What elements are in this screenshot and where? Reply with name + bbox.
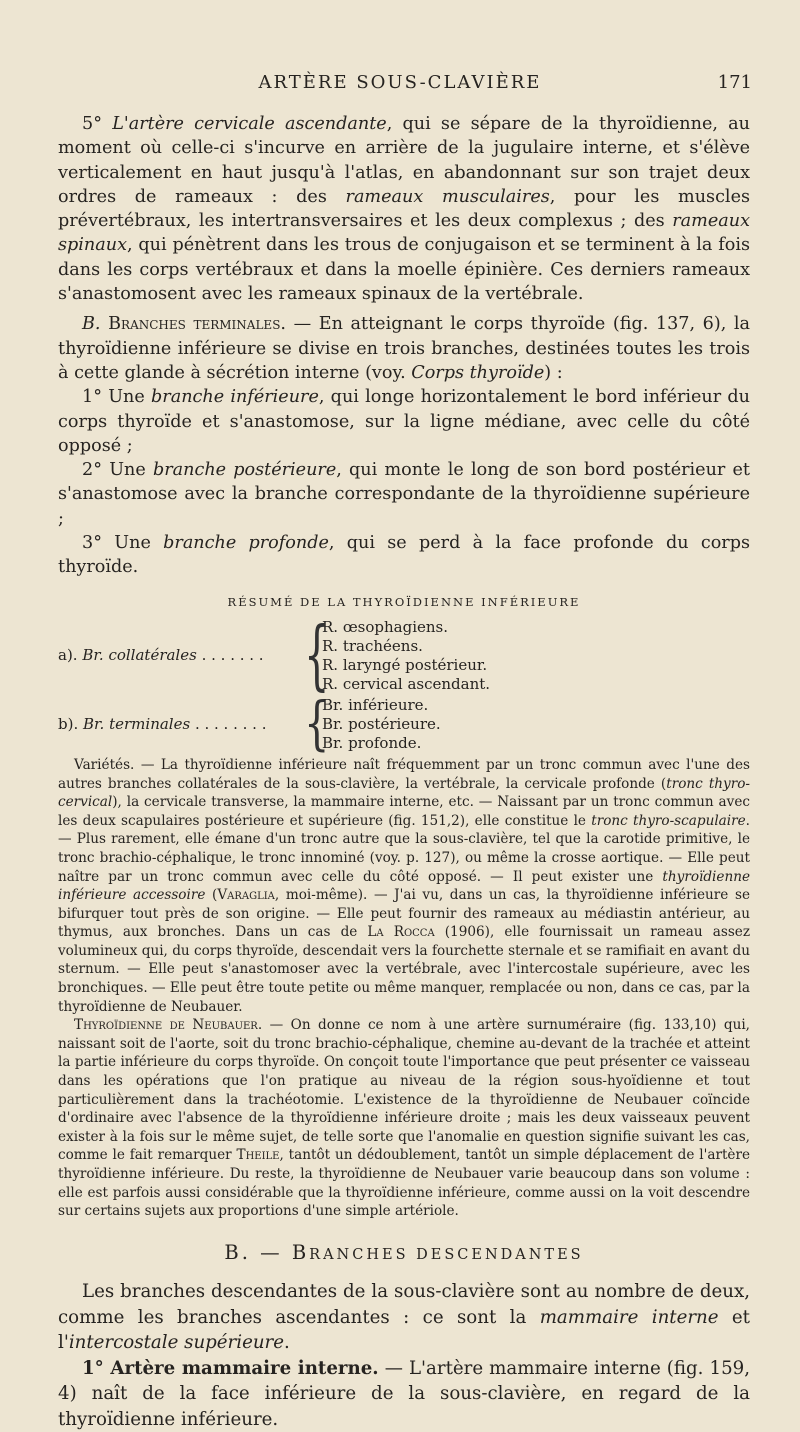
term-cervicale-ascendante: L'artère cervicale ascendante: [112, 114, 387, 134]
summary-group-label: b). Br. terminales . . . . . . . .: [58, 714, 267, 733]
brace-icon: {: [304, 612, 330, 700]
paragraph-varietes: [58, 756, 750, 1016]
term-intercostale-superieure: intercostale supérieure: [68, 1332, 285, 1354]
item-number: 2°: [82, 460, 102, 481]
text-run: (1906), elle fournissait un rameau assez volumineux qui, du corps thyroïde, descendait vers la fourchette sternale et se ramifiait en avant du sternum. — Elle peut s'anastomoser avec la vertébrale, avec l'intercostale supérieure, avec les bronchiques. — Elle peut être toute petite ou même manquer, remplacée ou non, dans ce cas, par la thyroïdienne de Neubauer.: [58, 924, 751, 1015]
list-item-2: [58, 458, 750, 531]
text-run: — La thyroïdienne inférieure naît fréquemment par un tronc commun avec l'une des autres branches collatérales de la sous-clavière, la vertébrale, la cervicale profonde (: [58, 756, 750, 792]
text-run: DESCENDANTES: [416, 1246, 584, 1263]
summary-title: RÉSUMÉ DE LA THYROÏDIENNE INFÉRIEURE: [227, 594, 581, 609]
summary-item: R. laryngé postérieur.: [322, 655, 488, 674]
heading-neubauer: Thyroïdienne de Neubauer.: [74, 1017, 263, 1034]
text-run: — L'artère mammaire interne (fig. 159, 4) naît de la face inférieure de la sous-clavière, en regard de la thyroïdienne inférieure.: [58, 1357, 751, 1430]
text-run: Une: [102, 533, 164, 554]
term-mammaire-interne: mammaire interne: [539, 1306, 719, 1328]
term-branche-inferieure: branche inférieure: [151, 387, 319, 408]
summary-item: R. œsophagiens.: [322, 617, 448, 636]
text-run: , pour les muscles prévertébraux, les intertransversaires et les deux complexus ; des: [58, 186, 751, 232]
text-run: . — Plus rarement, elle émane d'un tronc autre que la sous-clavière, tel que la carotide primitive, le tronc brachio-céphalique, le tronc innominé (voy. p. 127), ou même la crosse aortique. — Elle peut naître par un tronc commun avec celle du côté opposé. — Il peut exister une: [58, 812, 750, 885]
text-run: , moi-même). — J'ai vu, dans un cas, la thyroïdienne inférieure se bifurquer tout près de son origine. — Elle peut fournir des rameaux au médiastin antérieur, au thymus, aux bronches. Dans un cas de: [58, 887, 750, 941]
text-run: , qui se sépare de la thyroïdienne, au moment où celle-ci s'incurve en arrière de la jugulaire interne, et s'élève verticalement en haut jusqu'à l'atlas, en abandonnant sur son trajet deux ordres de rameaux : des: [58, 114, 751, 207]
paragraph-neubauer: [58, 1016, 750, 1221]
text-run: , qui monte le long de son bord postérieur et s'anastomose avec la branche correspondante de la thyroïdienne supérieure ;: [58, 460, 751, 529]
page-number: 171: [717, 72, 752, 93]
text-run: et l': [58, 1306, 750, 1354]
term-branche-profonde: branche profonde: [163, 533, 329, 554]
text-run: , qui se perd à la face profonde du corps thyroïde.: [58, 533, 750, 578]
term-rameaux-spinaux: rameaux spinaux: [58, 211, 750, 256]
author-name: Varaglia: [217, 887, 275, 904]
text-run: Une: [102, 387, 152, 408]
paragraph-descendantes: [58, 1279, 750, 1356]
text-run: .: [284, 1332, 290, 1354]
summary-items: [322, 696, 441, 753]
text-run: , qui longe horizontalement le bord inférieur du corps thyroïde et s'anastomose, sur la ligne médiane, avec celle du côté opposé ;: [58, 387, 750, 456]
item-number: 5°: [82, 114, 102, 134]
text-run: — En atteignant le corps thyroïde (fig. 137, 6), la thyroïdienne inférieure se divise en trois branches, destinées toutes les trois à cette glande à sécrétion interne (voy.: [58, 314, 751, 383]
running-title: ARTÈRE SOUS-CLAVIÈRE: [258, 72, 542, 93]
text-run: B: [291, 1240, 310, 1264]
author-name: Theile: [236, 1147, 280, 1164]
heading-mammaire-interne: Artère mammaire interne.: [103, 1357, 379, 1379]
text-run: RANCHES: [309, 1246, 417, 1263]
item-number: 1°: [82, 1357, 104, 1379]
text-run: ), la cervicale transverse, la mammaire interne, etc. — Naissant par un tronc commun avec les deux scapulaires postérieure et supérieure (fig. 151,2), elle constitue le: [58, 794, 750, 829]
group-prefix: a).: [58, 646, 78, 665]
list-item-3: [58, 531, 750, 580]
summary-item: Br. postérieure.: [322, 714, 441, 733]
summary-group-label: a). Br. collatérales . . . . . . .: [58, 646, 264, 665]
summary-table: [58, 590, 750, 758]
summary-item: Br. inférieure.: [322, 695, 429, 714]
text-run: Les branches descendantes de la sous-clavière sont au nombre de deux, comme les branches ascendantes : ce sont la: [58, 1281, 750, 1328]
item-number: 3°: [82, 533, 102, 554]
section-letter: B.: [224, 1240, 251, 1264]
section-letter: B.: [82, 314, 101, 335]
paragraph-branches-terminales: [58, 312, 750, 385]
ref-corps-thyroide: Corps thyroïde: [411, 362, 545, 383]
summary-item: Br. profonde.: [322, 733, 422, 752]
term-branche-posterieure: branche postérieure: [152, 460, 337, 481]
item-number: 1°: [82, 387, 102, 408]
notes-block: [58, 756, 750, 1221]
term: tronc thyro-cervical: [58, 775, 750, 811]
section-heading: [58, 1241, 750, 1267]
term: thyroïdienne inférieure accessoire: [58, 868, 750, 904]
text-run: — On donne ce nom à une artère surnuméraire (fig. 133,10) qui, naissant soit de l'aorte, soit du tronc brachio-céphalique, chemine au-devant de la trachée et atteint la partie inférieure du corps thyroïde. On conçoit toute l'importance que peut présenter ce vaisseau dans les opérations que l'on pratique au niveau de la région sous-hyoïdienne et tout particulièrement dans la trachéotomie. L'existence de la thyroïdienne de Neubauer coïncide d'ordinaire avec l'absence de la thyroïdienne inférieure droite ; mais les deux vaisseaux peuvent exister à la fois sur le même sujet, de telle sorte que l'anomalie en question signifie suivant les cas, comme le fait remarquer: [58, 1017, 750, 1164]
heading-branches-terminales: Branches terminales.: [108, 314, 287, 335]
paragraph-mammaire-interne: [58, 1356, 750, 1432]
summary-group-terminales: [58, 691, 750, 758]
text-run: , tantôt un dédoublement, tantôt un simple déplacement de l'artère thyroïdienne inférieure. Du reste, la thyroïdienne de Neubauer varie beaucoup dans son volume : elle est parfois aussi considérable que la thyroïdienne inférieure, comme aussi on la voit descendre sur certains sujets aux proportions d'une simple artériole.: [58, 1147, 751, 1220]
brace-icon: {: [304, 691, 330, 758]
author-name: La Rocca: [367, 924, 435, 941]
heading-varietes: Variétés.: [74, 756, 135, 773]
group-label: Br. collatérales: [82, 646, 197, 665]
summary-items: [322, 618, 490, 694]
group-label: Br. terminales: [83, 714, 191, 733]
paragraph-cervicale-ascendante: [58, 112, 750, 306]
summary-item: R. trachéens.: [322, 636, 423, 655]
text-run: —: [250, 1240, 292, 1264]
text-run: ) :: [544, 362, 563, 383]
list-item-1: [58, 385, 750, 458]
text-run: , qui pénètrent dans les trous de conjugaison et se terminent à la fois dans les corps vertébraux et dans la moelle épinière. Ces derniers rameaux s'anastomosent avec les rameaux spinaux de la vertébrale.: [58, 235, 750, 305]
text-run: (: [205, 887, 218, 904]
summary-group-collaterales: [58, 612, 750, 700]
term: tronc thyro-scapulaire: [591, 812, 746, 829]
summary-item: R. cervical ascendant.: [322, 674, 491, 693]
page-header: [0, 70, 800, 100]
body-text: [58, 112, 750, 1432]
descending-branches-text: [58, 1279, 750, 1432]
term-rameaux-musculaires: rameaux musculaires: [345, 186, 550, 207]
text-run: Une: [102, 460, 153, 481]
group-prefix: b).: [58, 714, 79, 733]
